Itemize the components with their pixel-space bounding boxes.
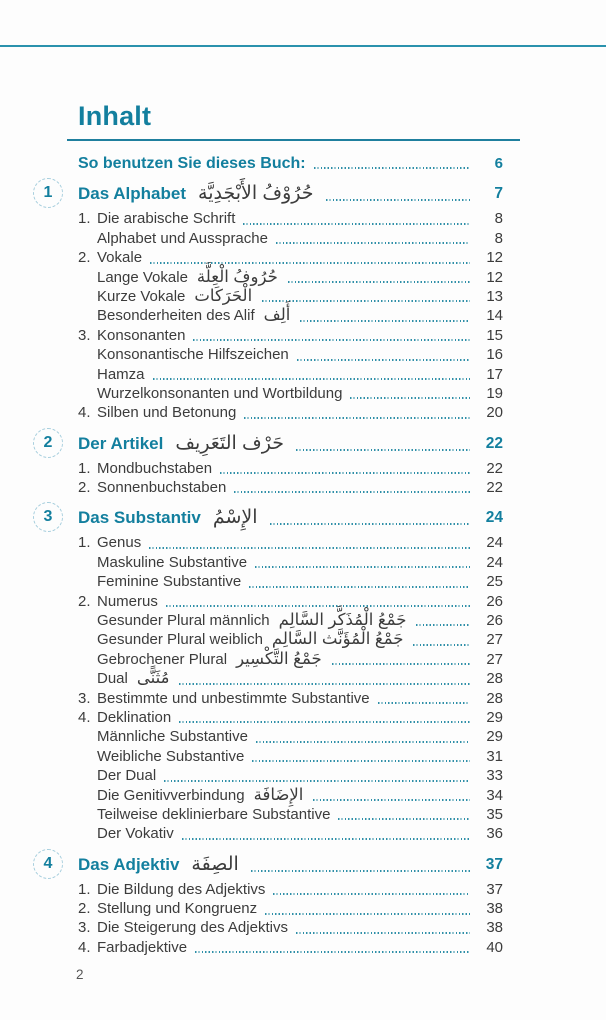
entry-label: Männliche Substantive: [97, 728, 248, 746]
entry-label: Hamza: [97, 365, 145, 383]
entry-number: 3.: [78, 689, 91, 707]
dotted-leader: [276, 242, 470, 244]
entry-label: Genus: [97, 534, 142, 552]
entry-label: Maskuline Substantive: [97, 553, 248, 571]
entry-page-number: 36: [486, 825, 503, 843]
entry-label: Kurze Vokale: [97, 287, 186, 305]
entry-number: 2.: [78, 249, 91, 267]
entry-page-number: 28: [486, 689, 503, 707]
chapter-title-arabic: الإِسْمُ: [212, 507, 258, 529]
entry-page-number: 8: [494, 229, 503, 247]
entry-page-number: 12: [486, 268, 503, 286]
entry-page-number: 20: [486, 404, 503, 422]
footer-page-number: 2: [76, 967, 84, 982]
dotted-leader: [265, 913, 470, 915]
entry-arabic: حُرُوفُ الْعِلَّة: [196, 267, 278, 286]
toc-entry: [78, 553, 503, 572]
toc-entry: [78, 880, 503, 899]
entry-page-number: 22: [486, 479, 503, 497]
dotted-leader: [326, 199, 470, 201]
dotted-leader: [262, 300, 470, 302]
dotted-leader: [296, 932, 470, 934]
dotted-leader: [244, 417, 470, 419]
entry-label: Numerus: [97, 592, 158, 610]
entry-page-number: 37: [486, 880, 503, 898]
entry-label: Der Vokativ: [97, 825, 174, 843]
dotted-leader: [149, 547, 470, 549]
toc-entry: [78, 689, 503, 708]
dotted-leader: [234, 491, 470, 493]
toc-chapter-heading: [43, 853, 503, 876]
toc-entry: [78, 747, 503, 766]
toc-entry: [78, 384, 503, 403]
toc-entry: [78, 365, 503, 384]
dotted-leader: [164, 780, 470, 782]
toc-entry: [78, 805, 503, 824]
entry-number: 4.: [78, 404, 91, 422]
dotted-leader: [182, 838, 470, 840]
entry-page-number: 34: [486, 786, 503, 804]
entry-label: Deklination: [97, 708, 172, 726]
entry-number: 2.: [78, 900, 91, 918]
toc-entry: [78, 533, 503, 552]
toc-entry: [78, 229, 503, 248]
entry-label: Sonnenbuchstaben: [97, 479, 227, 497]
dotted-leader: [220, 472, 470, 474]
dotted-leader: [297, 359, 470, 361]
toc-entry: [78, 899, 503, 918]
entry-page-number: 38: [486, 919, 503, 937]
toc-entry: [78, 650, 503, 669]
toc-entry: [78, 938, 503, 957]
toc-content: [43, 100, 503, 957]
dotted-leader: [314, 167, 470, 169]
entry-page-number: 38: [486, 900, 503, 918]
dotted-leader: [166, 605, 470, 607]
intro-label: So benutzen Sie dieses Buch:: [78, 154, 306, 172]
toc-chapter-heading: [43, 506, 503, 529]
toc-entry: [78, 611, 503, 630]
entry-number: 1.: [78, 880, 91, 898]
entry-label: Dual: [97, 670, 128, 688]
dotted-leader: [270, 523, 471, 525]
entry-label: Mondbuchstaben: [97, 459, 213, 477]
entry-label: Weibliche Substantive: [97, 747, 245, 765]
toc-entry: [78, 306, 503, 325]
chapter-page-number: 37: [485, 855, 503, 873]
dotted-leader: [416, 624, 470, 626]
entry-number: 2.: [78, 592, 91, 610]
toc-entry: [78, 478, 503, 497]
toc-entry: [78, 727, 503, 746]
toc-entry: [78, 630, 503, 649]
chapter-title: Das Alphabet: [78, 184, 187, 204]
toc-entry: [78, 766, 503, 785]
entry-page-number: 29: [486, 708, 503, 726]
entry-arabic: جَمْعُ الْمُذَكَّر السَّالِم: [278, 611, 407, 630]
toc-entry: [78, 209, 503, 228]
entry-arabic: أَلِف: [263, 306, 291, 325]
toc-entry: [78, 248, 503, 267]
entry-page-number: 14: [486, 307, 503, 325]
entry-label: Farbadjektive: [97, 938, 188, 956]
entry-page-number: 12: [486, 249, 503, 267]
toc-entry: [78, 708, 503, 727]
toc-entry: [78, 824, 503, 843]
chapter-number-badge: 3: [33, 502, 63, 532]
entry-label: Alphabet und Aussprache: [97, 229, 268, 247]
entry-label: Die Bildung des Adjektivs: [97, 880, 266, 898]
entry-page-number: 16: [486, 346, 503, 364]
dotted-leader: [193, 339, 470, 341]
entry-page-number: 33: [486, 767, 503, 785]
chapter-number-badge: 4: [33, 849, 63, 879]
toc-entry: [78, 669, 503, 688]
entry-page-number: 13: [486, 287, 503, 305]
dotted-leader: [249, 586, 470, 588]
dotted-leader: [153, 378, 470, 380]
toc-entry: [78, 786, 503, 805]
toc-chapters: [43, 182, 503, 957]
entry-number: 1.: [78, 534, 91, 552]
entry-label: Teilweise deklinierbare Substantive: [97, 805, 331, 823]
entry-label: Feminine Substantive: [97, 573, 242, 591]
entry-arabic: الإِضَافَة: [253, 785, 304, 804]
entry-label: Gesunder Plural männlich: [97, 612, 270, 630]
dotted-leader: [313, 799, 470, 801]
entry-label: Konsonanten: [97, 326, 186, 344]
entry-label: Stellung und Kongruenz: [97, 900, 258, 918]
entry-arabic: الْحَرَكَات: [194, 286, 253, 305]
dotted-leader: [251, 870, 470, 872]
entry-arabic: جَمْعُ الْمُؤَنَّث السَّالِم: [271, 630, 404, 649]
chapter-title-arabic: حُرُوْفُ الأَبْجَدِيَّة: [198, 183, 314, 205]
entry-page-number: 35: [486, 805, 503, 823]
dotted-leader: [150, 262, 470, 264]
entry-label: Die Steigerung des Adjektivs: [97, 919, 288, 937]
dotted-leader: [378, 702, 470, 704]
entry-label: Der Dual: [97, 767, 157, 785]
toc-entry: [78, 919, 503, 938]
entry-label: Die Genitivverbindung: [97, 786, 245, 804]
page-top-rule: [0, 45, 606, 47]
entry-label: Silben und Betonung: [97, 404, 237, 422]
dotted-leader: [332, 663, 470, 665]
entry-number: 4.: [78, 708, 91, 726]
entry-page-number: 29: [486, 728, 503, 746]
entry-label: Konsonantische Hilfszeichen: [97, 346, 289, 364]
dotted-leader: [255, 566, 470, 568]
entry-page-number: 27: [486, 631, 503, 649]
intro-page-number: 6: [494, 154, 503, 172]
toc-entry: [78, 345, 503, 364]
entry-number: 1.: [78, 210, 91, 228]
chapter-page-number: 22: [485, 434, 503, 452]
toc-entry: [78, 403, 503, 422]
entry-number: 4.: [78, 938, 91, 956]
entry-page-number: 28: [486, 670, 503, 688]
chapter-title: Das Substantiv: [78, 508, 201, 528]
chapter-title: Der Artikel: [78, 433, 164, 453]
entry-page-number: 26: [486, 592, 503, 610]
toc-entry: [78, 459, 503, 478]
entry-label: Gesunder Plural weiblich: [97, 631, 263, 649]
dotted-leader: [300, 320, 470, 322]
chapter-items: [78, 880, 503, 958]
chapter-title-arabic: حَرْف التَعَرِيف: [175, 432, 284, 454]
chapter-page-number: 7: [494, 185, 503, 203]
dotted-leader: [273, 893, 470, 895]
page-title: Inhalt: [78, 101, 152, 131]
toc-entry: [78, 287, 503, 306]
dotted-leader: [195, 951, 470, 953]
entry-page-number: 31: [486, 747, 503, 765]
entry-number: 2.: [78, 479, 91, 497]
chapter-number-badge: 1: [33, 178, 63, 208]
dotted-leader: [179, 683, 470, 685]
chapter-items: [78, 209, 503, 422]
entry-page-number: 40: [486, 938, 503, 956]
dotted-leader: [338, 818, 470, 820]
toc-entry: [78, 326, 503, 345]
entry-page-number: 26: [486, 612, 503, 630]
entry-page-number: 17: [486, 365, 503, 383]
entry-label: Die arabische Schrift: [97, 210, 236, 228]
chapter-items: [78, 459, 503, 498]
entry-page-number: 24: [486, 553, 503, 571]
entry-label: Wurzelkonsonanten und Wortbildung: [97, 384, 343, 402]
toc-entry-intro: [78, 154, 503, 173]
entry-arabic: جَمْعُ التَّكْسِير: [236, 649, 322, 668]
chapter-items: [78, 533, 503, 843]
chapter-page-number: 24: [485, 509, 503, 527]
chapter-title-arabic: الصِفَة: [191, 853, 239, 875]
chapter-number-badge: 2: [33, 428, 63, 458]
toc-chapter-heading: [43, 182, 503, 205]
entry-page-number: 15: [486, 326, 503, 344]
entry-page-number: 24: [486, 534, 503, 552]
entry-label: Besonderheiten des Alif: [97, 307, 255, 325]
dotted-leader: [288, 281, 470, 283]
entry-number: 3.: [78, 326, 91, 344]
entry-page-number: 27: [486, 650, 503, 668]
toc-entry: [78, 268, 503, 287]
dotted-leader: [296, 449, 470, 451]
entry-number: 3.: [78, 919, 91, 937]
dotted-leader: [256, 741, 470, 743]
entry-page-number: 22: [486, 459, 503, 477]
dotted-leader: [179, 721, 470, 723]
toc-entry: [78, 592, 503, 611]
entry-page-number: 25: [486, 573, 503, 591]
chapter-title: Das Adjektiv: [78, 854, 180, 874]
entry-label: Gebrochener Plural: [97, 650, 228, 668]
entry-page-number: 19: [486, 384, 503, 402]
dotted-leader: [350, 397, 470, 399]
toc-entry: [78, 572, 503, 591]
entry-label: Lange Vokale: [97, 268, 188, 286]
entry-label: Bestimmte und unbestimmte Substantive: [97, 689, 370, 707]
dotted-leader: [243, 223, 470, 225]
entry-number: 1.: [78, 459, 91, 477]
entry-label: Vokale: [97, 249, 143, 267]
dotted-leader: [252, 760, 470, 762]
dotted-leader: [413, 644, 470, 646]
entry-arabic: مُثَنًّى: [136, 669, 170, 688]
toc-chapter-heading: [43, 432, 503, 455]
entry-page-number: 8: [494, 210, 503, 228]
